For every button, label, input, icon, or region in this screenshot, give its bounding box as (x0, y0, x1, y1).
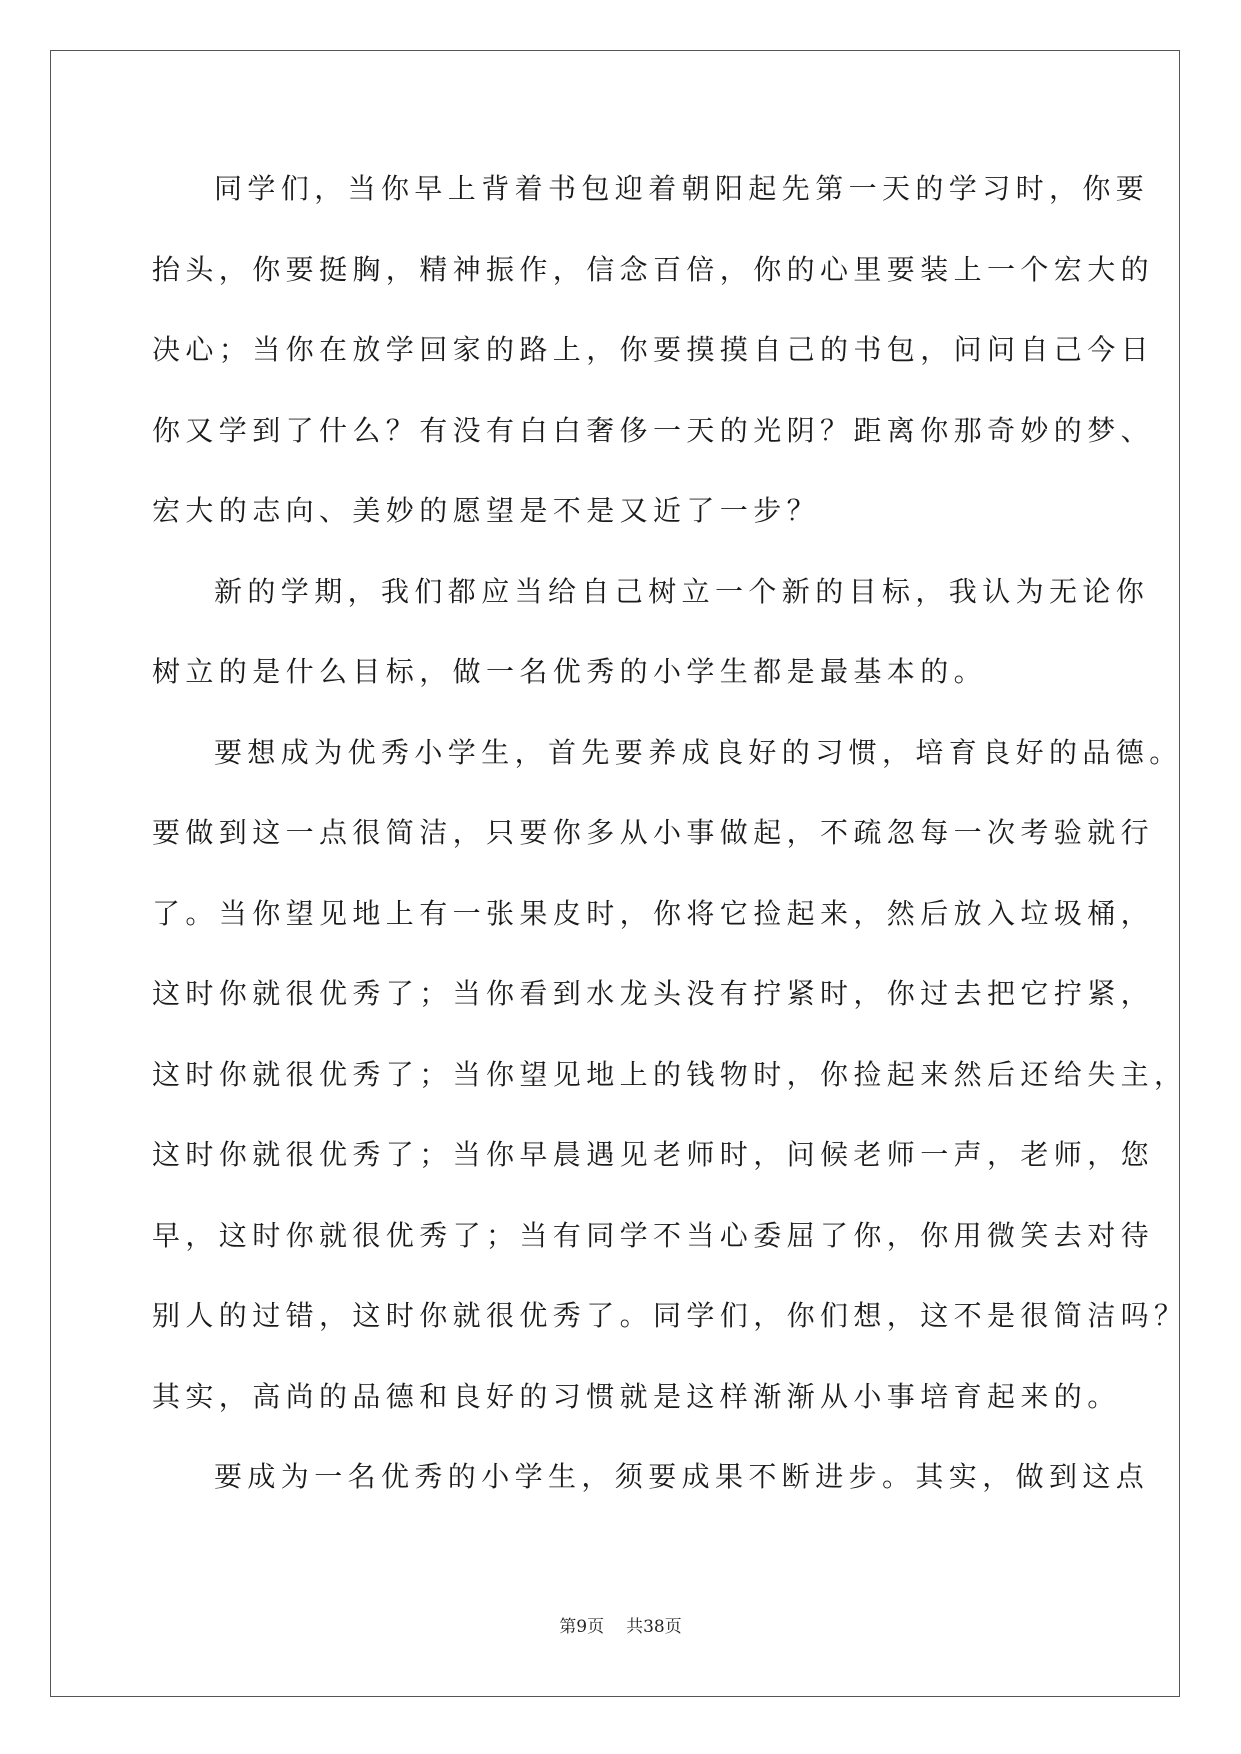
text-line: 抬头，你要挺胸，精神振作，信念百倍，你的心里要装上一个宏大的 (152, 252, 1155, 286)
text-line: 要成为一名优秀的小学生，须要成果不断进步。其实，做到这点 (214, 1460, 1150, 1493)
text-line: 其实，高尚的品德和良好的习惯就是这样渐渐从小事培育起来的。 (152, 1379, 1121, 1413)
page-footer (0, 1612, 1241, 1637)
text-line: 宏大的志向、美妙的愿望是不是又近了一步？ (152, 494, 821, 527)
text-line: 要做到这一点很简洁，只要你多从小事做起，不疏忽每一次考验就行 (152, 816, 1155, 849)
text-line: 决心；当你在放学回家的路上，你要摸摸自己的书包，问问自己今日 (152, 333, 1155, 366)
page-total: 共38页 (626, 1617, 682, 1637)
text-line: 早，这时你就很优秀了；当有同学不当心委屈了你，你用微笑去对待 (152, 1218, 1155, 1252)
text-line: 新的学期，我们都应当给自己树立一个新的目标，我认为无论你 (214, 574, 1150, 608)
text-line: 你又学到了什么？有没有白白奢侈一天的光阴？距离你那奇妙的梦、 (152, 413, 1155, 447)
document-body (152, 162, 1188, 1531)
text-line: 这时你就很优秀了；当你早晨遇见老师时，问候老师一声，老师，您 (152, 1138, 1155, 1171)
text-line: 别人的过错，这时你就很优秀了。同学们，你们想，这不是很简洁吗？ (152, 1299, 1188, 1332)
page-number: 第9页 (559, 1617, 605, 1637)
text-line: 要想成为优秀小学生，首先要养成良好的习惯，培育良好的品德。 (214, 735, 1183, 769)
text-line: 这时你就很优秀了；当你望见地上的钱物时，你捡起来然后还给失主， (152, 1057, 1188, 1091)
text-line: 了。当你望见地上有一张果皮时，你将它捡起来，然后放入垃圾桶， (152, 896, 1155, 930)
text-line: 同学们，当你早上背着书包迎着朝阳起先第一天的学习时，你要 (214, 172, 1150, 205)
text-line: 这时你就很优秀了；当你看到水龙头没有拧紧时，你过去把它拧紧， (152, 977, 1155, 1010)
text-line: 树立的是什么目标，做一名优秀的小学生都是最基本的。 (152, 655, 988, 688)
